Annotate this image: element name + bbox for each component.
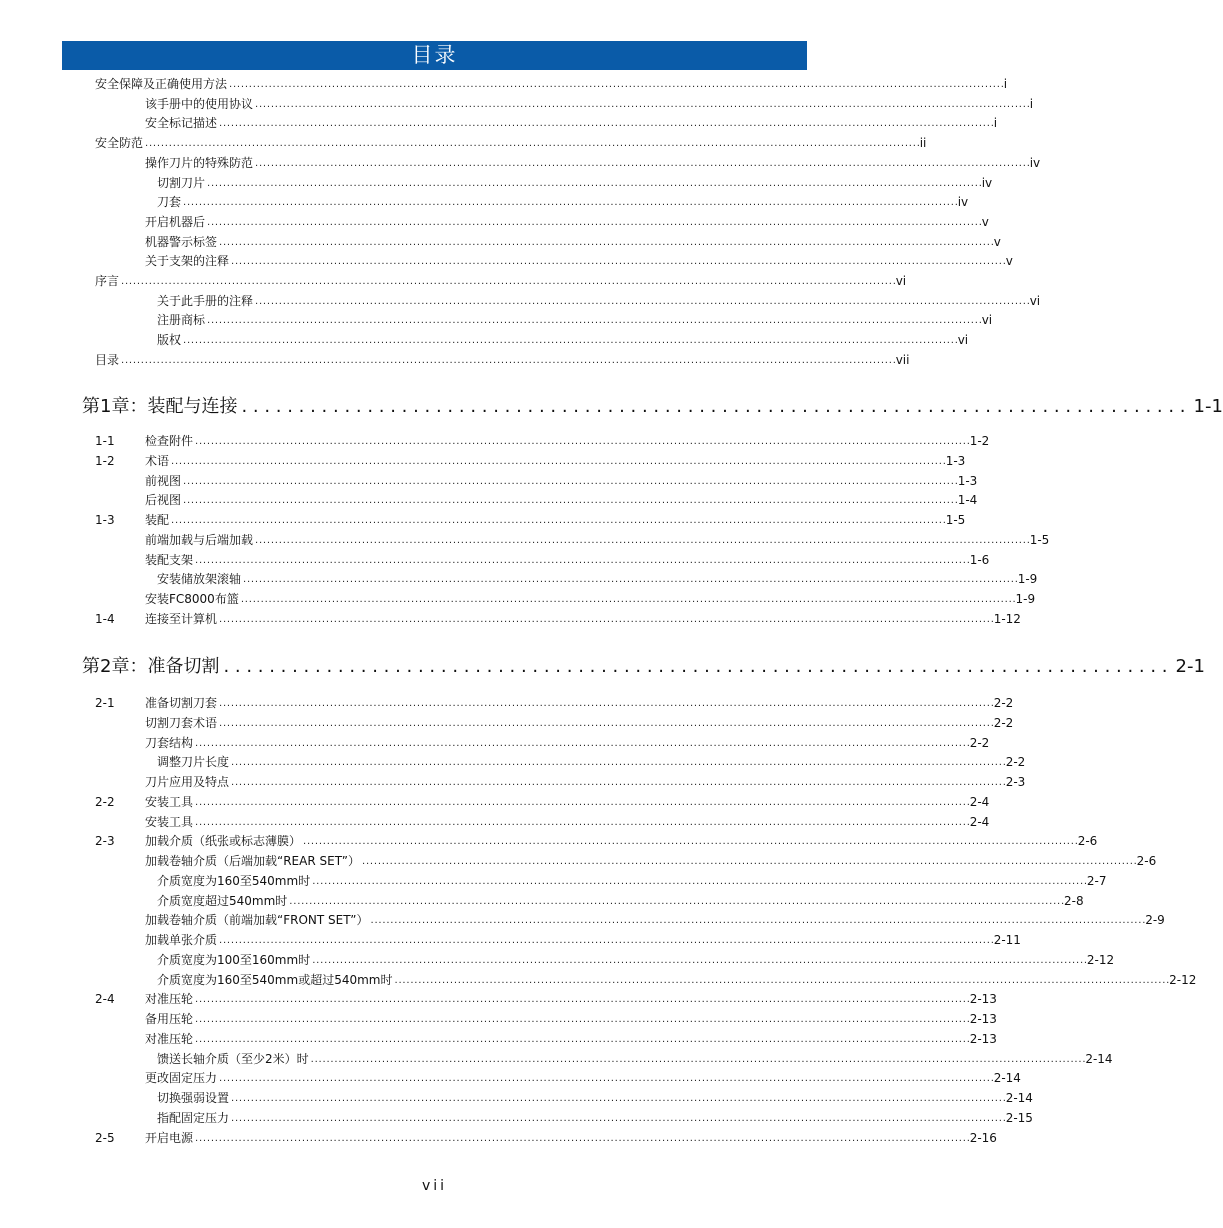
dot-leader — [195, 794, 969, 811]
page-title: 目录 — [62, 41, 807, 70]
toc-entry[interactable] — [145, 532, 1050, 549]
toc-entry-number: 1-2 — [95, 453, 115, 468]
toc-entry-label: 指配固定压力 — [157, 1110, 230, 1125]
chapter-page: 2-1 — [1175, 656, 1205, 677]
toc-entry[interactable] — [157, 873, 1107, 890]
toc-entry-label: 对准压轮 — [145, 1031, 194, 1046]
toc-entry[interactable] — [95, 433, 990, 450]
toc-entry-label: 加载卷轴介质（前端加载“FRONT SET”） — [145, 913, 369, 928]
toc-entry[interactable] — [157, 312, 993, 329]
toc-entry-page: vi — [981, 313, 993, 328]
toc-entry-label: 介质宽度为160至540mm或超过540mm时 — [157, 972, 393, 987]
toc-entry-label: 该手册中的使用协议 — [145, 96, 254, 111]
toc-entry-page: 2-6 — [1136, 854, 1157, 868]
toc-entry-label: 序言 — [95, 274, 120, 288]
toc-entry[interactable] — [157, 972, 1197, 989]
toc-entry-label: 装配支架 — [145, 552, 194, 567]
toc-entry-page: ii — [919, 136, 927, 151]
toc-entry[interactable] — [145, 912, 1165, 929]
toc-entry-number: 2-2 — [95, 794, 115, 809]
toc-entry-page: 2-12 — [1086, 952, 1115, 967]
toc-entry-page: i — [1003, 77, 1008, 91]
dot-leader — [183, 492, 957, 509]
toc-entry-page: 2-14 — [1085, 1051, 1113, 1066]
toc-entry-page: 2-8 — [1063, 893, 1084, 908]
toc-entry[interactable] — [157, 754, 1026, 771]
toc-entry-label: 介质宽度为160至540mm时 — [157, 873, 311, 888]
toc-entry-page: 1-9 — [1017, 572, 1038, 587]
dot-leader — [195, 1011, 969, 1028]
toc-entry[interactable] — [145, 1031, 997, 1048]
toc-entry[interactable] — [145, 234, 1001, 251]
dot-leader — [219, 695, 993, 712]
toc-entry[interactable] — [95, 135, 927, 152]
chapter-heading[interactable] — [82, 654, 1205, 680]
toc-entry-label: 更改固定压力 — [145, 1071, 218, 1086]
toc-entry-label: 后视图 — [145, 493, 182, 508]
toc-entry-page: 2-2 — [969, 735, 990, 750]
toc-entry-page: i — [1029, 96, 1034, 111]
toc-entry-page: 1-5 — [945, 513, 966, 527]
toc-entry-label: 关于此手册的注释 — [157, 293, 254, 308]
toc-entry[interactable] — [145, 1070, 1021, 1087]
toc-entry-page: iv — [981, 175, 993, 190]
toc-entry[interactable] — [145, 115, 998, 132]
dot-leader — [195, 991, 969, 1008]
dot-leader — [171, 512, 945, 529]
toc-entry-page: 2-6 — [1077, 834, 1098, 849]
toc-entry-page: 1-2 — [969, 434, 990, 448]
dot-leader — [255, 293, 1029, 310]
toc-entry-label: 机器警示标签 — [145, 234, 218, 249]
dot-leader — [207, 312, 981, 329]
toc-entry-label: 注册商标 — [157, 313, 206, 328]
toc-entry-label: 装配 — [145, 513, 170, 527]
toc-entry-label: 馈送长轴介质（至少2米）时 — [157, 1051, 309, 1066]
toc-entry-label: 开启机器后 — [145, 214, 206, 229]
toc-entry-page: v — [993, 234, 1001, 249]
dot-leader — [145, 135, 919, 152]
toc-entry-label: 安全保障及正确使用方法 — [95, 77, 228, 91]
toc-entry[interactable] — [145, 814, 990, 831]
dot-leader — [255, 155, 1029, 172]
toc-entry[interactable] — [145, 735, 990, 752]
dot-leader — [207, 175, 981, 192]
dot-leader — [241, 591, 1015, 608]
toc-entry-label: 刀片应用及特点 — [145, 775, 230, 789]
toc-entry-label: 调整刀片长度 — [157, 755, 230, 770]
toc-entry[interactable] — [145, 473, 978, 490]
dot-leader — [195, 735, 969, 752]
dot-leader — [219, 715, 993, 732]
toc-entry-page: 1-3 — [957, 473, 978, 488]
toc-entry-page: vi — [895, 274, 907, 288]
toc-entry-page: 2-14 — [1005, 1091, 1033, 1105]
toc-entry-page: 2-2 — [993, 696, 1014, 710]
chapter-page: 1-1 — [1193, 396, 1223, 417]
toc-entry[interactable] — [95, 1130, 997, 1147]
toc-entry-label: 加载单张介质 — [145, 933, 218, 947]
toc-entry-page: vi — [1029, 293, 1041, 308]
toc-entry-page: 2-13 — [969, 1012, 997, 1026]
toc-entry-label: 加载卷轴介质（后端加载“REAR SET”） — [145, 854, 360, 868]
toc-entry-page: 2-9 — [1145, 913, 1165, 928]
dot-leader — [311, 1051, 1085, 1068]
toc-entry-label: 安全标记描述 — [145, 116, 218, 131]
toc-entry[interactable] — [157, 194, 969, 211]
dot-leader — [195, 552, 969, 569]
toc-entry[interactable] — [95, 273, 907, 290]
toc-entry-page: vii — [895, 352, 910, 367]
toc-entry[interactable] — [95, 611, 1021, 628]
dot-leader — [183, 332, 957, 349]
dot-leader — [219, 611, 993, 628]
dot-leader — [243, 571, 1017, 588]
dot-leader — [303, 833, 1077, 850]
toc-entry-number: 2-1 — [95, 696, 115, 710]
toc-entry-label: 刀套结构 — [145, 735, 194, 750]
dot-leader — [121, 352, 895, 369]
dot-leader — [231, 1090, 1005, 1107]
toc-entry[interactable] — [145, 552, 990, 569]
toc-entry-page: 2-4 — [969, 794, 990, 809]
dot-leader — [121, 273, 895, 290]
toc-entry-label: 关于支架的注释 — [145, 254, 230, 269]
toc-entry-page: iv — [1029, 155, 1041, 170]
toc-entry-page: 2-15 — [1005, 1110, 1033, 1125]
toc-entry-page: 1-9 — [1015, 592, 1036, 606]
dot-leader — [195, 1130, 969, 1147]
toc-entry-page: 2-2 — [1005, 755, 1026, 770]
toc-entry[interactable] — [145, 96, 1034, 113]
toc-entry-label: 备用压轮 — [145, 1012, 194, 1026]
toc-entry-label: 介质宽度超过540mm时 — [157, 893, 288, 908]
toc-entry[interactable] — [145, 1011, 997, 1028]
chapter-title: 第1章：装配与连接 — [82, 396, 238, 417]
toc-entry[interactable] — [145, 591, 1036, 608]
toc-entry-label: 安装工具 — [145, 794, 194, 809]
dot-leader — [394, 972, 1168, 989]
toc-entry-page: 2-14 — [993, 1071, 1021, 1086]
toc-entry-number: 2-4 — [95, 992, 115, 1007]
toc-entry-page: v — [1005, 254, 1013, 269]
dot-leader — [231, 754, 1005, 771]
toc-entry-page: 1-12 — [993, 611, 1021, 626]
dot-leader — [195, 433, 969, 450]
toc-entry-page: i — [993, 116, 998, 131]
toc-entry-page: 2-12 — [1169, 972, 1197, 987]
dot-leader — [312, 952, 1086, 969]
toc-entry[interactable] — [145, 932, 1021, 949]
dot-leader — [231, 253, 1005, 270]
toc-entry-label: 目录 — [95, 352, 120, 367]
toc-entry-page: 1-5 — [1029, 532, 1050, 547]
toc-entry-label: 安装FC8000布篮 — [145, 592, 239, 606]
toc-entry-page: 1-4 — [957, 493, 978, 508]
toc-entry[interactable] — [157, 293, 1041, 310]
toc-entry-number: 1-4 — [95, 611, 115, 626]
toc-entry[interactable] — [145, 774, 1026, 791]
dot-leader — [223, 654, 1167, 680]
toc-entry-page: 2-16 — [969, 1130, 997, 1145]
toc-entry-page: v — [981, 214, 989, 229]
toc-entry[interactable] — [157, 893, 1084, 910]
toc-entry[interactable] — [95, 352, 910, 369]
dot-leader — [171, 453, 945, 470]
toc-entry-page: 2-2 — [993, 715, 1014, 730]
toc-entry-page: 2-4 — [969, 814, 990, 829]
toc-entry-page: 2-7 — [1086, 873, 1107, 888]
toc-entry-label: 操作刀片的特殊防范 — [145, 155, 254, 170]
toc-entry-number: 2-5 — [95, 1130, 115, 1145]
dot-leader — [183, 473, 957, 490]
dot-leader — [255, 96, 1029, 113]
dot-leader — [195, 1031, 969, 1048]
toc-entry[interactable] — [157, 1110, 1033, 1127]
dot-leader — [289, 893, 1063, 910]
dot-leader — [229, 76, 1003, 93]
toc-entry[interactable] — [145, 492, 978, 509]
toc-entry[interactable] — [95, 695, 1014, 712]
toc-entry-label: 刀套 — [157, 195, 182, 210]
dot-leader — [207, 214, 981, 231]
toc-entry-label: 前视图 — [145, 473, 182, 488]
toc-entry-label: 安装储放架滚轴 — [157, 572, 242, 587]
toc-entry[interactable] — [157, 1051, 1113, 1068]
dot-leader — [219, 234, 993, 251]
dot-leader — [219, 115, 993, 132]
dot-leader — [255, 532, 1029, 549]
toc-entry-page: iv — [957, 195, 969, 210]
toc-entry-label: 介质宽度为100至160mm时 — [157, 952, 311, 967]
toc-entry-label: 切割刀片 — [157, 175, 206, 190]
toc-entry-number: 1-1 — [95, 434, 115, 448]
toc-entry[interactable] — [157, 332, 969, 349]
toc-entry-number: 1-3 — [95, 513, 115, 527]
toc-entry[interactable] — [157, 571, 1038, 588]
toc-entry[interactable] — [145, 214, 989, 231]
toc-entry-label: 安全防范 — [95, 136, 144, 151]
toc-entry-page: 1-3 — [945, 453, 966, 468]
toc-entry-label: 术语 — [145, 453, 170, 468]
dot-leader — [219, 1070, 993, 1087]
dot-leader — [241, 394, 1185, 420]
toc-entry[interactable] — [145, 853, 1157, 870]
toc-entry-page: 2-13 — [969, 1031, 997, 1046]
chapter-title: 第2章：准备切割 — [82, 656, 220, 677]
toc-entry-page: 2-3 — [1005, 775, 1026, 789]
chapter-heading[interactable] — [82, 394, 1223, 420]
dot-leader — [183, 194, 957, 211]
toc-entry-label: 切割刀套术语 — [145, 715, 218, 730]
toc-entry-label: 检查附件 — [145, 434, 194, 448]
dot-leader — [231, 1110, 1005, 1127]
dot-leader — [371, 912, 1145, 929]
toc-entry-page: vi — [957, 333, 969, 348]
dot-leader — [362, 853, 1136, 870]
toc-entry-label: 准备切割刀套 — [145, 696, 218, 710]
toc-entry[interactable] — [157, 952, 1115, 969]
toc-entry[interactable] — [95, 833, 1098, 850]
dot-leader — [195, 814, 969, 831]
toc-entry[interactable] — [95, 991, 997, 1008]
toc-entry[interactable] — [95, 512, 966, 529]
toc-entry-page: 2-13 — [969, 992, 997, 1007]
page-number: vii — [421, 1178, 448, 1194]
toc-entry[interactable] — [157, 175, 993, 192]
toc-entry[interactable] — [157, 1090, 1033, 1107]
toc-entry-number: 2-3 — [95, 834, 115, 849]
dot-leader — [312, 873, 1086, 890]
toc-entry-page: 1-6 — [969, 552, 990, 567]
toc-entry[interactable] — [145, 715, 1014, 732]
toc-entry-page: 2-11 — [993, 933, 1021, 947]
toc-entry[interactable] — [145, 155, 1041, 172]
toc-entry[interactable] — [95, 794, 990, 811]
toc-entry-label: 前端加载与后端加载 — [145, 532, 254, 547]
toc-entry[interactable] — [145, 253, 1013, 270]
dot-leader — [219, 932, 993, 949]
dot-leader — [231, 774, 1005, 791]
toc-entry-label: 连接至计算机 — [145, 611, 218, 626]
toc-entry-label: 安装工具 — [145, 814, 194, 829]
toc-entry-label: 切换强弱设置 — [157, 1091, 230, 1105]
toc-entry-label: 开启电源 — [145, 1130, 194, 1145]
toc-entry-label: 加载介质（纸张或标志薄膜） — [145, 834, 302, 849]
toc-entry-label: 对准压轮 — [145, 992, 194, 1007]
toc-entry[interactable] — [95, 453, 966, 470]
toc-entry-label: 版权 — [157, 333, 182, 348]
toc-entry[interactable] — [95, 76, 1008, 93]
